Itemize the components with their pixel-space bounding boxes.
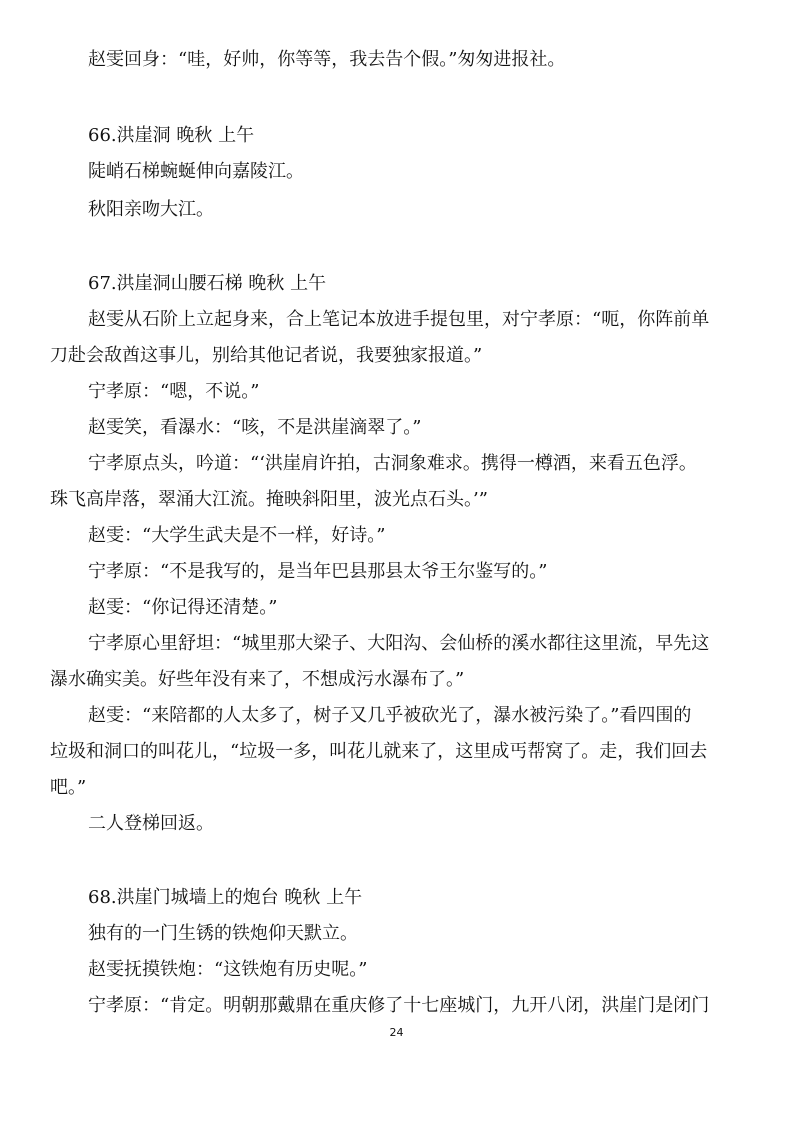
text-line: 赵雯：“大学生武夫是不一样，好诗。” <box>88 525 386 546</box>
text-line: 赵雯：“来陪都的人太多了，树子又几乎被砍光了，瀑水被污染了。”看四围的 <box>88 705 692 726</box>
text-line: 二人登梯回返。 <box>88 813 214 834</box>
text-line: 宁孝原：“嗯，不说。” <box>88 381 260 402</box>
text-line: 赵雯从石阶上立起身来，合上笔记本放进手提包里，对宁孝原：“呃，你阵前单 <box>88 309 710 330</box>
scene-heading: 68.洪崖门城墙上的炮台 晚秋 上午 <box>88 887 363 908</box>
text-line: 赵雯：“你记得还清楚。” <box>88 597 278 618</box>
text-line: 瀑水确实美。好些年没有来了，不想成污水瀑布了。” <box>50 669 465 690</box>
text-line: 宁孝原心里舒坦：“城里那大梁子、大阳沟、会仙桥的溪水都往这里流，早先这 <box>88 633 710 654</box>
text-line: 赵雯回身：“哇，好帅，你等等，我去告个假。”匆匆进报社。 <box>88 49 566 70</box>
text-line: 宁孝原：“肯定。明朝那戴鼎在重庆修了十七座城门，九开八闭，洪崖门是闭门 <box>88 995 710 1016</box>
text-line: 赵雯抚摸铁炮：“这铁炮有历史呢。” <box>88 959 368 980</box>
text-line: 珠飞高岸落，翠涌大江流。掩映斜阳里，波光点石头。’” <box>50 489 488 510</box>
text-line: 宁孝原：“不是我写的，是当年巴县那县太爷王尔鉴写的。” <box>88 561 548 582</box>
text-line: 赵雯笑，看瀑水：“咳，不是洪崖滴翠了。” <box>88 417 422 438</box>
text-line: 刀赴会敌酋这事儿，别给其他记者说，我要独家报道。” <box>50 345 483 366</box>
text-line: 垃圾和洞口的叫花儿，“垃圾一多，叫花儿就来了，这里成丐帮窝了。走，我们回去 <box>50 741 708 762</box>
text-line: 吧。” <box>50 777 87 798</box>
scene-heading: 67.洪崖洞山腰石梯 晚秋 上午 <box>88 273 327 294</box>
scene-heading: 66.洪崖洞 晚秋 上午 <box>88 125 255 146</box>
text-line: 独有的一门生锈的铁炮仰天默立。 <box>88 923 358 944</box>
text-line: 宁孝原点头，吟道：“‘洪崖肩许拍，古洞象难求。携得一樽酒，来看五色浮。 <box>88 453 697 474</box>
text-line: 秋阳亲吻大江。 <box>88 199 214 220</box>
page-number: 24 <box>389 1026 404 1039</box>
text-line: 陡峭石梯蜿蜒伸向嘉陵江。 <box>88 161 304 182</box>
